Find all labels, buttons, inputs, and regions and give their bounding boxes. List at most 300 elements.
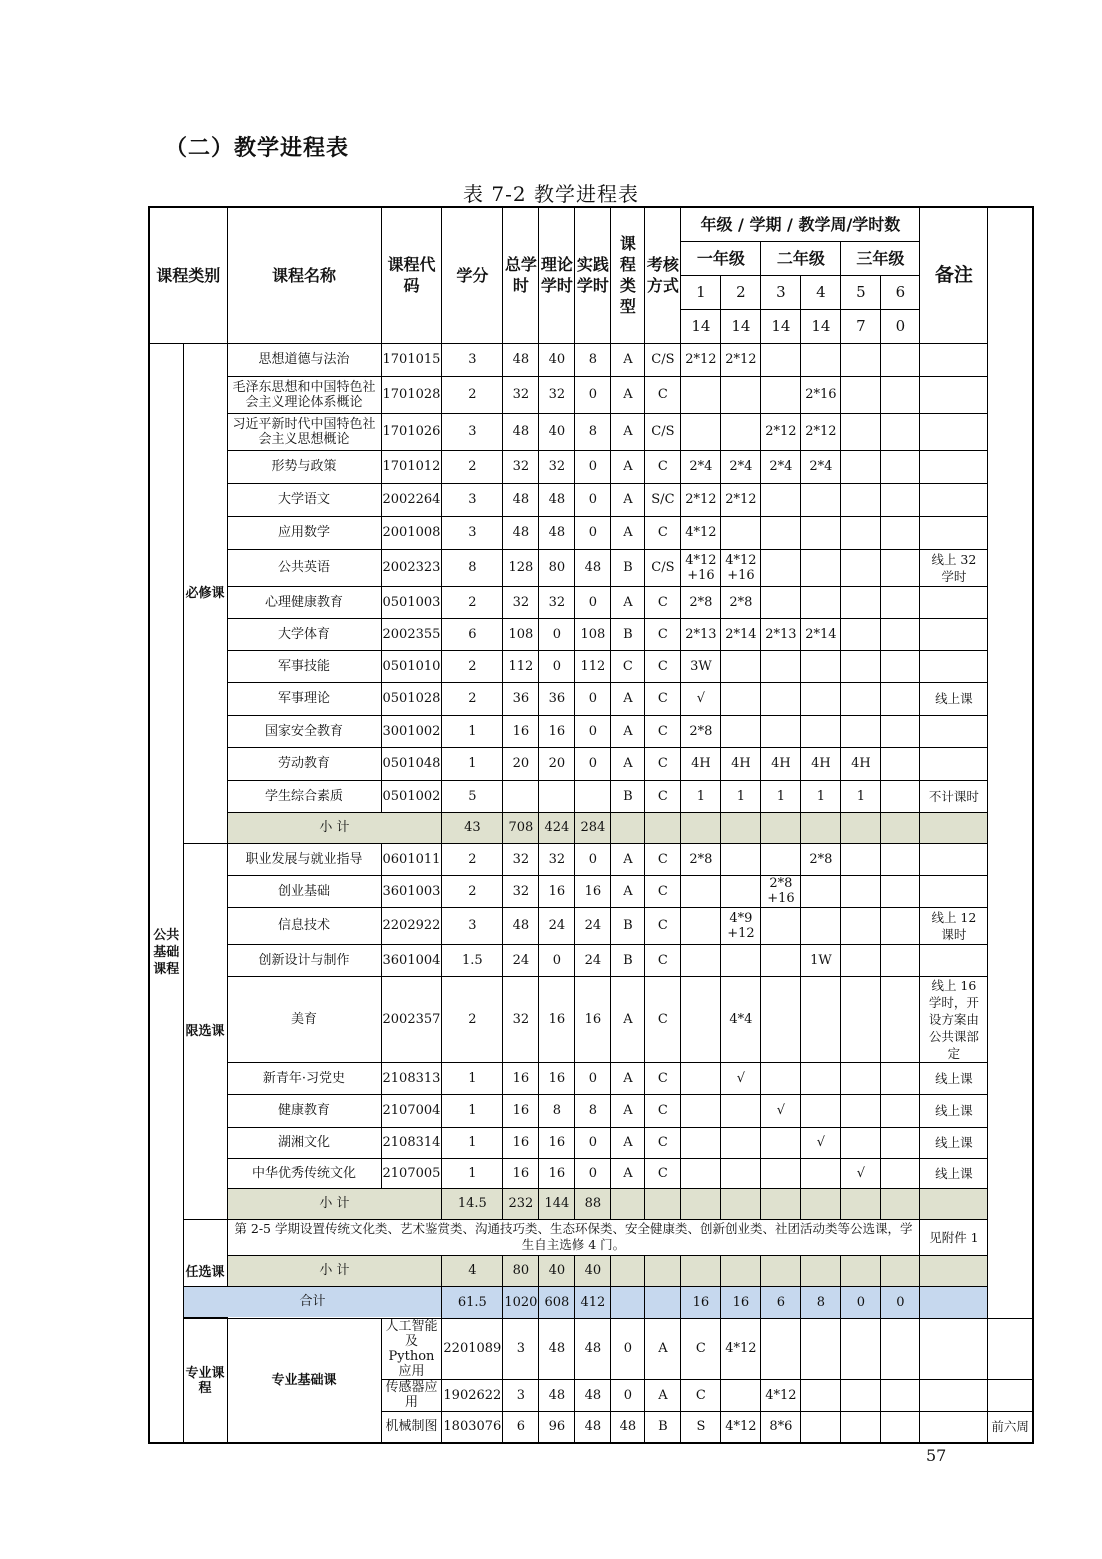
semester-5-cell	[841, 586, 881, 618]
course-theory-hours: 8	[539, 1094, 575, 1127]
course-practice-hours: 24	[575, 907, 611, 944]
course-exam: C	[645, 450, 681, 483]
course-credit: 2	[442, 450, 503, 483]
subtotal-empty-cell	[920, 1255, 988, 1286]
course-practice-hours: 112	[575, 650, 611, 682]
semester-1-cell	[681, 907, 721, 944]
semester-2-cell	[721, 1158, 761, 1188]
semester-2-cell	[721, 682, 761, 715]
semester-5-cell	[841, 618, 881, 650]
grand-total-credit: 61.5	[442, 1286, 503, 1318]
header-practice-hours: 实践学时	[575, 207, 611, 343]
semester-3-cell	[761, 843, 801, 875]
course-type: A	[611, 1094, 645, 1127]
semester-1-cell: 2*8	[681, 843, 721, 875]
semester-5-cell	[841, 976, 881, 1062]
semester-2-cell: 4*12	[761, 1379, 801, 1411]
course-type: B	[611, 618, 645, 650]
course-remark: 不计课时	[920, 780, 988, 812]
course-remark	[920, 516, 988, 549]
course-total-hours: 20	[503, 747, 539, 780]
course-name: 人工智能及 Python 应用	[381, 1318, 442, 1379]
course-theory-hours: 0	[539, 618, 575, 650]
semester-6-cell	[881, 1094, 920, 1127]
header-semester-6: 6	[881, 275, 920, 309]
semester-4-cell: 2*14	[801, 618, 841, 650]
course-total-hours	[503, 780, 539, 812]
course-theory-hours: 20	[539, 747, 575, 780]
course-total-hours: 112	[503, 650, 539, 682]
course-credit: 2	[442, 875, 503, 907]
semester-4-cell	[801, 907, 841, 944]
grand-total-remark	[920, 1286, 988, 1318]
semester-3-cell: 2*4	[761, 450, 801, 483]
semester-4-cell	[801, 976, 841, 1062]
semester-6-cell	[881, 516, 920, 549]
course-total-hours: 32	[503, 843, 539, 875]
course-name: 学生综合素质	[227, 780, 381, 812]
semester-1-cell: 2*12	[681, 343, 721, 376]
subtotal-empty-cell	[645, 812, 681, 843]
table-row	[149, 907, 1033, 944]
semester-2-cell	[721, 843, 761, 875]
semester-1-cell: 1	[681, 780, 721, 812]
semester-6-cell	[920, 1411, 988, 1443]
course-name: 公共英语	[227, 549, 381, 586]
course-remark: 线上课	[920, 682, 988, 715]
course-theory-hours: 0	[539, 650, 575, 682]
semester-2-cell: 4*12 +16	[721, 549, 761, 586]
course-remark	[920, 944, 988, 976]
header-semester-5: 5	[841, 275, 881, 309]
semester-4-cell	[801, 715, 841, 747]
subtotal-empty-cell	[920, 1188, 988, 1219]
semester-4-cell	[801, 549, 841, 586]
course-credit: 3	[442, 413, 503, 450]
course-theory-hours: 32	[539, 376, 575, 413]
course-total-hours: 16	[503, 1158, 539, 1188]
table-row	[149, 1219, 1033, 1255]
semester-3-cell: √	[761, 1094, 801, 1127]
semester-1-cell: 2*8	[681, 586, 721, 618]
course-credit: 3	[442, 483, 503, 516]
subtotal-total-hours: 80	[503, 1255, 539, 1286]
course-name: 传感器应用	[381, 1379, 442, 1411]
semester-4-cell	[801, 1158, 841, 1188]
semester-4-cell: √	[801, 1127, 841, 1158]
subcategory-professional-basic: 专业基础课	[227, 1318, 381, 1443]
semester-5-cell	[841, 516, 881, 549]
course-remark: 线上 32 学时	[920, 549, 988, 586]
subtotal-empty-cell	[721, 1255, 761, 1286]
course-theory-hours: 48	[575, 1411, 611, 1443]
course-exam: C	[681, 1379, 721, 1411]
course-credit: 1	[442, 1094, 503, 1127]
course-remark	[920, 875, 988, 907]
semester-4-cell: 2*8	[801, 843, 841, 875]
course-credit: 1	[442, 715, 503, 747]
subtotal-credit: 4	[442, 1255, 503, 1286]
semester-6-cell	[881, 682, 920, 715]
course-remark	[920, 618, 988, 650]
course-name: 健康教育	[227, 1094, 381, 1127]
semester-2-cell	[721, 1094, 761, 1127]
course-name: 创业基础	[227, 875, 381, 907]
course-credit: 1	[442, 1127, 503, 1158]
semester-1-cell	[681, 1127, 721, 1158]
semester-6-cell	[920, 1379, 988, 1411]
header-year2: 二年级	[761, 241, 841, 275]
course-practice-hours: 0	[575, 483, 611, 516]
course-total-hours: 48	[503, 483, 539, 516]
grand-total-semester-5: 0	[841, 1286, 881, 1318]
semester-3-cell	[761, 549, 801, 586]
semester-3-cell: 2*13	[761, 618, 801, 650]
course-practice-hours: 48	[611, 1411, 645, 1443]
course-code: 0501002	[381, 780, 442, 812]
semester-1-cell: 4H	[681, 747, 721, 780]
semester-5-cell	[841, 715, 881, 747]
semester-3-cell	[761, 483, 801, 516]
course-credit: 2	[442, 650, 503, 682]
course-total-hours: 48	[539, 1379, 575, 1411]
subtotal-empty-cell	[681, 812, 721, 843]
course-credit: 3	[503, 1379, 539, 1411]
semester-3-cell	[761, 376, 801, 413]
course-total-hours: 32	[503, 875, 539, 907]
course-code: 2002355	[381, 618, 442, 650]
course-code: 0601011	[381, 843, 442, 875]
course-exam: C	[645, 1158, 681, 1188]
course-type: A	[611, 483, 645, 516]
semester-3-cell	[761, 650, 801, 682]
course-code: 3001002	[381, 715, 442, 747]
course-exam: C	[645, 907, 681, 944]
semester-2-cell: 4*9 +12	[721, 907, 761, 944]
table-row	[149, 483, 1033, 516]
course-remark: 线上 16 学时，开设方案由公共课部定	[920, 976, 988, 1062]
course-name: 军事理论	[227, 682, 381, 715]
course-remark	[920, 413, 988, 450]
semester-4-cell	[801, 343, 841, 376]
semester-6-cell	[881, 343, 920, 376]
course-credit: 3	[503, 1318, 539, 1379]
semester-6-cell	[881, 376, 920, 413]
subtotal-empty-cell	[721, 812, 761, 843]
semester-5-cell	[881, 1379, 920, 1411]
table-row	[149, 715, 1033, 747]
grand-total-semester-2: 16	[721, 1286, 761, 1318]
course-total-hours: 36	[503, 682, 539, 715]
semester-4-cell	[841, 1318, 881, 1379]
free-elective-description: 第 2-5 学期设置传统文化类、艺术鉴赏类、沟通技巧类、生态环保类、安全健康类、创新创业类、社团活动类等公选课，学生自主选修 4 门。	[227, 1219, 920, 1255]
semester-3-cell	[761, 1062, 801, 1094]
course-name: 应用数学	[227, 516, 381, 549]
course-code: 2108314	[381, 1127, 442, 1158]
course-name: 劳动教育	[227, 747, 381, 780]
subtotal-empty-cell	[881, 1188, 920, 1219]
semester-3-cell	[801, 1379, 841, 1411]
semester-4-cell	[801, 516, 841, 549]
course-code: 2001008	[381, 516, 442, 549]
semester-1-cell: 2*13	[681, 618, 721, 650]
course-theory-hours: 32	[539, 843, 575, 875]
course-practice-hours: 24	[575, 944, 611, 976]
course-credit: 1	[442, 1158, 503, 1188]
course-type: A	[611, 376, 645, 413]
course-code: 2107004	[381, 1094, 442, 1127]
subcategory-required: 必修课	[183, 343, 227, 843]
semester-1-cell	[681, 413, 721, 450]
grand-total-theory: 608	[539, 1286, 575, 1318]
table-row	[149, 516, 1033, 549]
semester-4-cell	[841, 1379, 881, 1411]
course-type: A	[611, 516, 645, 549]
semester-3-cell	[761, 682, 801, 715]
semester-6-cell	[881, 549, 920, 586]
subtotal-total-hours: 708	[503, 812, 539, 843]
semester-5-cell	[841, 450, 881, 483]
course-credit: 1.5	[442, 944, 503, 976]
semester-3-cell	[761, 1158, 801, 1188]
semester-1-cell: 4*12	[721, 1318, 761, 1379]
subtotal-label: 小 计	[227, 812, 442, 843]
subtotal-total-hours: 232	[503, 1188, 539, 1219]
semester-3-cell	[761, 1127, 801, 1158]
subtotal-empty-cell	[761, 1255, 801, 1286]
semester-5-cell	[841, 875, 881, 907]
course-total-hours: 48	[503, 907, 539, 944]
course-name: 习近平新时代中国特色社会主义思想概论	[227, 413, 381, 450]
semester-2-cell: 2*12	[721, 343, 761, 376]
course-theory-hours: 16	[539, 715, 575, 747]
subtotal-empty-cell	[681, 1255, 721, 1286]
course-theory-hours: 16	[539, 1062, 575, 1094]
course-type: B	[611, 907, 645, 944]
course-exam: C	[645, 1094, 681, 1127]
semester-6-cell	[881, 907, 920, 944]
header-semester-4: 4	[801, 275, 841, 309]
course-type: A	[611, 1127, 645, 1158]
course-practice-hours	[575, 780, 611, 812]
table-row	[149, 450, 1033, 483]
course-total-hours: 48	[503, 413, 539, 450]
table-row	[149, 1286, 1033, 1318]
course-code: 0501028	[381, 682, 442, 715]
course-theory-hours: 16	[539, 1127, 575, 1158]
course-total-hours: 48	[503, 516, 539, 549]
semester-1-cell: 2*8	[681, 715, 721, 747]
course-credit: 3	[442, 907, 503, 944]
semester-1-cell	[681, 1158, 721, 1188]
header-weeks-2: 14	[721, 309, 761, 343]
course-total-hours: 108	[503, 618, 539, 650]
course-name: 创新设计与制作	[227, 944, 381, 976]
course-theory-hours: 36	[539, 682, 575, 715]
course-practice-hours: 0	[575, 747, 611, 780]
subtotal-empty-cell	[645, 1188, 681, 1219]
semester-2-cell: 2*4	[721, 450, 761, 483]
course-code: 1803076	[442, 1411, 503, 1443]
semester-4-cell: 2*12	[801, 413, 841, 450]
semester-2-cell	[721, 413, 761, 450]
semester-2-cell: 1	[721, 780, 761, 812]
semester-1-cell: 2*4	[681, 450, 721, 483]
course-total-hours: 96	[539, 1411, 575, 1443]
course-total-hours: 32	[503, 586, 539, 618]
subtotal-empty-cell	[801, 812, 841, 843]
semester-2-cell: √	[721, 1062, 761, 1094]
subtotal-empty-cell	[681, 1188, 721, 1219]
header-weeks-3: 14	[761, 309, 801, 343]
course-exam: C	[645, 516, 681, 549]
course-code: 2002264	[381, 483, 442, 516]
course-name: 思想道德与法治	[227, 343, 381, 376]
header-weeks-1: 14	[681, 309, 721, 343]
semester-3-cell: 2*12	[761, 413, 801, 450]
course-exam: C	[645, 1062, 681, 1094]
semester-1-cell	[681, 1094, 721, 1127]
table-caption: 表 7-2 教学进程表	[463, 182, 639, 206]
subtotal-empty-cell	[801, 1188, 841, 1219]
semester-1-cell: √	[681, 682, 721, 715]
semester-4-cell: 2*16	[801, 376, 841, 413]
course-remark	[920, 376, 988, 413]
semester-3-cell	[801, 1411, 841, 1443]
semester-6-cell	[881, 413, 920, 450]
header-semester-3: 3	[761, 275, 801, 309]
table-body	[149, 207, 1033, 1443]
course-name: 毛泽东思想和中国特色社会主义理论体系概论	[227, 376, 381, 413]
subcategory-limited-elective: 限选课	[183, 843, 227, 1219]
semester-6-cell	[881, 650, 920, 682]
semester-3-cell	[801, 1318, 841, 1379]
subtotal-practice-hours: 88	[575, 1188, 611, 1219]
semester-1-cell	[681, 976, 721, 1062]
subtotal-empty-cell	[611, 1255, 645, 1286]
semester-1-cell	[681, 1062, 721, 1094]
course-practice-hours: 0	[575, 843, 611, 875]
course-practice-hours: 0	[611, 1318, 645, 1379]
course-practice-hours: 16	[575, 976, 611, 1062]
subtotal-label: 小 计	[227, 1255, 442, 1286]
semester-5-cell	[841, 413, 881, 450]
course-exam: C	[681, 1318, 721, 1379]
table-row	[149, 1318, 1033, 1379]
course-type: A	[611, 875, 645, 907]
semester-5-cell	[841, 549, 881, 586]
course-remark: 线上课	[920, 1062, 988, 1094]
table-row	[149, 1158, 1033, 1188]
semester-5-cell	[841, 682, 881, 715]
table-row	[149, 586, 1033, 618]
course-total-hours: 32	[503, 450, 539, 483]
semester-6-cell	[881, 586, 920, 618]
semester-5-cell	[841, 843, 881, 875]
semester-2-cell	[721, 944, 761, 976]
course-type: A	[611, 586, 645, 618]
course-exam: C	[645, 650, 681, 682]
header-semester-2: 2	[721, 275, 761, 309]
semester-2-cell	[761, 1318, 801, 1379]
semester-6-cell	[881, 976, 920, 1062]
course-type: A	[611, 843, 645, 875]
course-theory-hours: 16	[539, 875, 575, 907]
table-row	[149, 875, 1033, 907]
semester-2-cell	[721, 875, 761, 907]
course-exam: C	[645, 747, 681, 780]
semester-1-cell	[681, 944, 721, 976]
table-row	[149, 1094, 1033, 1127]
course-remark	[920, 715, 988, 747]
course-exam: C/S	[645, 549, 681, 586]
course-exam: C	[645, 780, 681, 812]
course-name: 新青年·习党史	[227, 1062, 381, 1094]
course-type: A	[611, 343, 645, 376]
course-type: B	[611, 944, 645, 976]
semester-5-cell	[841, 907, 881, 944]
semester-2-cell: 4*4	[721, 976, 761, 1062]
semester-2-cell	[721, 376, 761, 413]
table-row	[149, 747, 1033, 780]
course-remark: 线上课	[920, 1127, 988, 1158]
course-type: A	[611, 450, 645, 483]
course-name: 心理健康教育	[227, 586, 381, 618]
semester-5-cell: 4H	[841, 747, 881, 780]
course-practice-hours: 8	[575, 413, 611, 450]
table-row	[149, 1127, 1033, 1158]
subtotal-empty-cell	[841, 812, 881, 843]
course-remark	[920, 483, 988, 516]
course-theory-hours: 24	[539, 907, 575, 944]
table-row	[149, 413, 1033, 450]
course-type: A	[645, 1318, 681, 1379]
course-theory-hours: 48	[575, 1318, 611, 1379]
course-type: B	[611, 549, 645, 586]
semester-6-cell	[881, 875, 920, 907]
course-name: 湖湘文化	[227, 1127, 381, 1158]
header-course-type: 课程类型	[611, 207, 645, 343]
course-remark	[988, 1318, 1033, 1379]
course-code: 0501048	[381, 747, 442, 780]
course-code: 2002357	[381, 976, 442, 1062]
grand-total-empty	[645, 1286, 681, 1318]
table-row	[149, 376, 1033, 413]
header-course-code: 课程代码	[381, 207, 442, 343]
subtotal-empty-cell	[761, 812, 801, 843]
subtotal-credit: 14.5	[442, 1188, 503, 1219]
semester-1-cell	[681, 376, 721, 413]
header-weeks-6: 0	[881, 309, 920, 343]
course-exam: C	[645, 944, 681, 976]
table-row	[149, 1255, 1033, 1286]
course-theory-hours: 40	[539, 413, 575, 450]
course-theory-hours	[539, 780, 575, 812]
semester-3-cell: 1	[761, 780, 801, 812]
course-practice-hours: 108	[575, 618, 611, 650]
semester-6-cell	[881, 1158, 920, 1188]
semester-6-cell	[881, 747, 920, 780]
page-number: 57	[926, 1446, 947, 1465]
semester-4-cell: 1W	[801, 944, 841, 976]
semester-4-cell: 4H	[801, 747, 841, 780]
course-type: A	[645, 1379, 681, 1411]
semester-3-cell	[761, 907, 801, 944]
table-row	[149, 944, 1033, 976]
semester-1-cell: 3W	[681, 650, 721, 682]
course-theory-hours: 48	[539, 516, 575, 549]
semester-1-cell: 4*12	[681, 516, 721, 549]
